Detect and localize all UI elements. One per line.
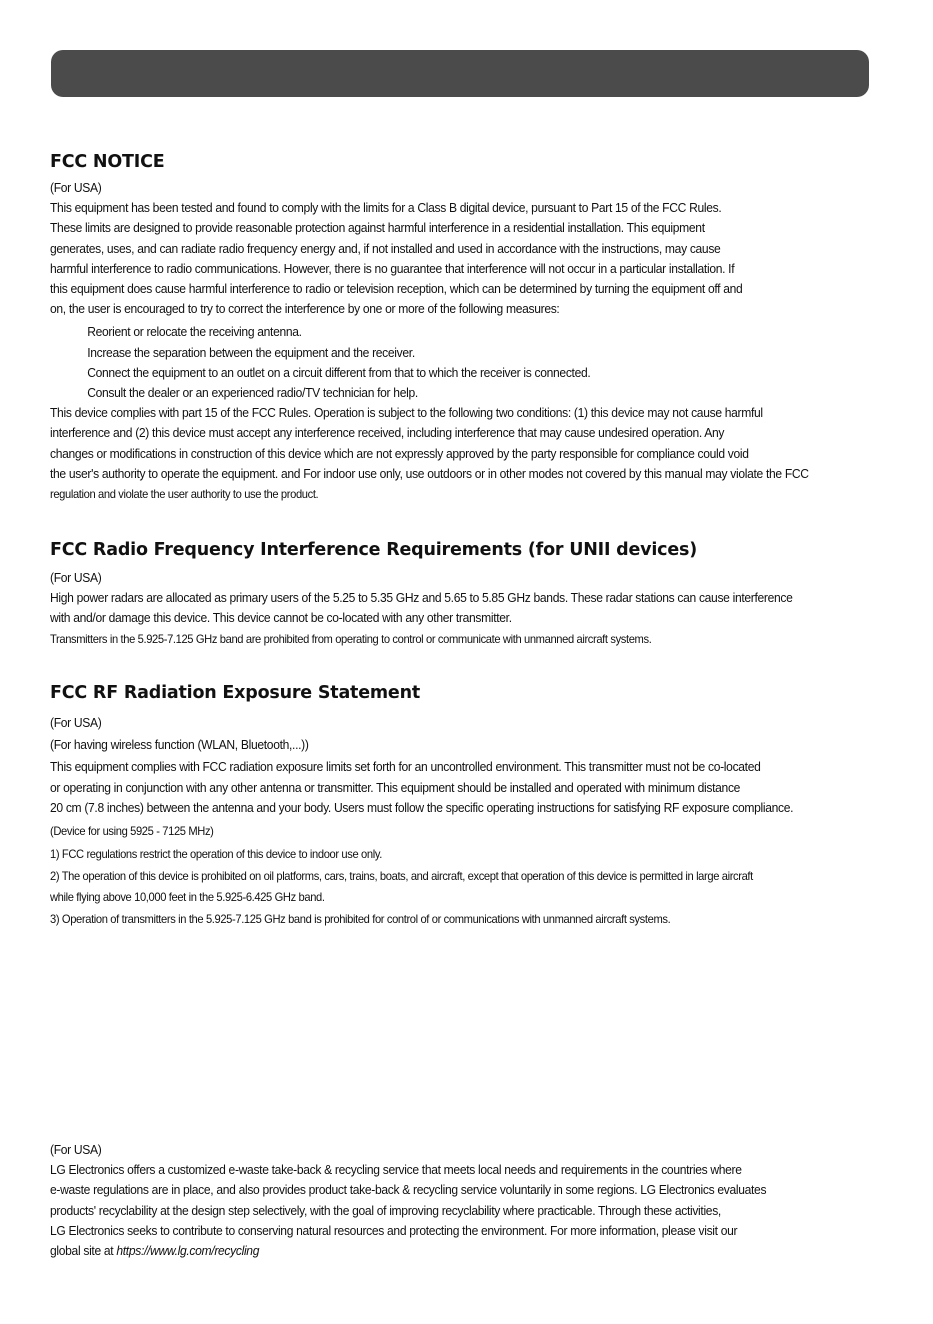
measure-item: Connect the equipment to an outlet on a circuit different from that to which the receiver is connected. xyxy=(87,364,591,380)
rf-exposure-line: or operating in conjunction with any other antenna or transmitter. This equipment should be installed and operated with minimum distance xyxy=(50,779,741,795)
recycling-last-line xyxy=(50,1241,850,1261)
fcc-notice-region: (For USA) xyxy=(50,180,102,195)
fcc-rf-exposure-title: FCC RF Radiation Exposure Statement xyxy=(50,683,421,703)
recycling-line: LG Electronics seeks to contribute to conserving natural resources and protecting the environment. For more information, please visit our xyxy=(50,1222,738,1238)
rf-exposure-item: 2) The operation of this device is prohibited on oil platforms, cars, trains, boats, and aircraft, except that operation of this device is permitted in large aircraft xyxy=(50,869,753,884)
measure-item: Increase the separation between the equipment and the receiver. xyxy=(87,344,415,360)
fcc-rf-exposure-region: (For USA) xyxy=(50,715,102,730)
compliance-line: the user's authority to operate the equipment. and For indoor use only, use outdoors or in other modes not covered by this manual may violate the FCC xyxy=(50,465,809,481)
rf-exposure-line: 20 cm (7.8 inches) between the antenna and your body. Users must follow the specific operating instructions for satisfying RF exposure compliance. xyxy=(50,799,794,815)
recycling-line: LG Electronics offers a customized e-waste take-back & recycling service that meets local needs and requirements in the countries where xyxy=(50,1162,742,1178)
recycling-region: (For USA) xyxy=(50,1142,102,1157)
compliance-line: regulation and violate the user authority to use the product. xyxy=(50,487,319,502)
rf-interference-line: High power radars are allocated as primary users of the 5.25 to 5.35 GHz and 5.65 to 5.85 GHz bands. These radar stations can cause interference xyxy=(50,590,793,606)
fcc-notice-title: FCC NOTICE xyxy=(50,152,165,172)
recycling-line: e-waste regulations are in place, and also provides product take-back & recycling service voluntarily in some regions. LG Electronics evaluates xyxy=(50,1182,767,1198)
compliance-line: This device complies with part 15 of the FCC Rules. Operation is subject to the following two conditions: (1) this device may not cause harmful xyxy=(50,405,763,421)
recycling-last-line-prefix: global site at xyxy=(50,1243,117,1259)
fcc-notice-section xyxy=(50,150,933,504)
measure-item: Consult the dealer or an experienced radio/TV technician for help. xyxy=(87,385,418,401)
fcc-notice-line: harmful interference to radio communications. However, there is no guarantee that interference will not occur in a particular installation. If xyxy=(50,260,735,276)
fcc-notice-line: These limits are designed to provide reasonable protection against harmful interference in a residential installation. This equipment xyxy=(50,220,705,236)
fcc-rf-interference-title: FCC Radio Frequency Interference Requirements (for UNII devices) xyxy=(50,540,698,560)
recycling-section xyxy=(50,1140,910,1261)
fcc-rf-interference-region: (For USA) xyxy=(50,570,102,585)
fcc-notice-line: this equipment does cause harmful interference to radio or television reception, which can be determined by turning the equipment off and xyxy=(50,281,743,297)
wireless-note: (For having wireless function (WLAN, Bluetooth,...)) xyxy=(50,737,309,753)
rf-exposure-item: while flying above 10,000 feet in the 5.925-6.425 GHz band. xyxy=(50,890,325,905)
rf-exposure-line: This equipment complies with FCC radiation exposure limits set forth for an uncontrolled environment. This transmitter must not be co-located xyxy=(50,759,761,775)
measure-item: Reorient or relocate the receiving antenna. xyxy=(87,324,302,340)
fcc-notice-line: This equipment has been tested and found to comply with the limits for a Class B digital device, pursuant to Part 15 of the FCC Rules. xyxy=(50,200,722,216)
rf-exposure-item: 1) FCC regulations restrict the operation of this device to indoor use only. xyxy=(50,847,382,862)
rf-exposure-item: 3) Operation of transmitters in the 5.925-7.125 GHz band is prohibited for control of or communications with unmanned aircraft systems. xyxy=(50,912,671,927)
rf-interference-line: with and/or damage this device. This device cannot be co-located with any other transmitter. xyxy=(50,610,512,626)
header-bar xyxy=(51,50,869,97)
recycling-line: products' recyclability at the design step selectively, with the goal of improving recyclability where practicable. Through these activities, xyxy=(50,1202,721,1218)
fcc-rf-interference-section xyxy=(50,538,910,649)
recycling-url-link[interactable]: https://www.lg.com/recycling xyxy=(116,1243,260,1259)
compliance-line: interference and (2) this device must accept any interference received, including interference that may cause undesired operation. Any xyxy=(50,425,725,441)
compliance-line: changes or modifications in construction of this device which are not expressly approved by the party responsible for compliance could void xyxy=(50,445,749,461)
fcc-notice-line: on, the user is encouraged to try to correct the interference by one or more of the following measures: xyxy=(50,301,560,317)
device-note: (Device for using 5925 - 7125 MHz) xyxy=(50,824,214,839)
fcc-notice-line: generates, uses, and can radiate radio frequency energy and, if not installed and used in accordance with the instructions, may cause xyxy=(50,240,721,256)
rf-interference-small-line: Transmitters in the 5.925-7.125 GHz band are prohibited from operating to control or communicate with unmanned aircraft systems. xyxy=(50,631,652,646)
fcc-rf-exposure-section xyxy=(50,681,910,931)
